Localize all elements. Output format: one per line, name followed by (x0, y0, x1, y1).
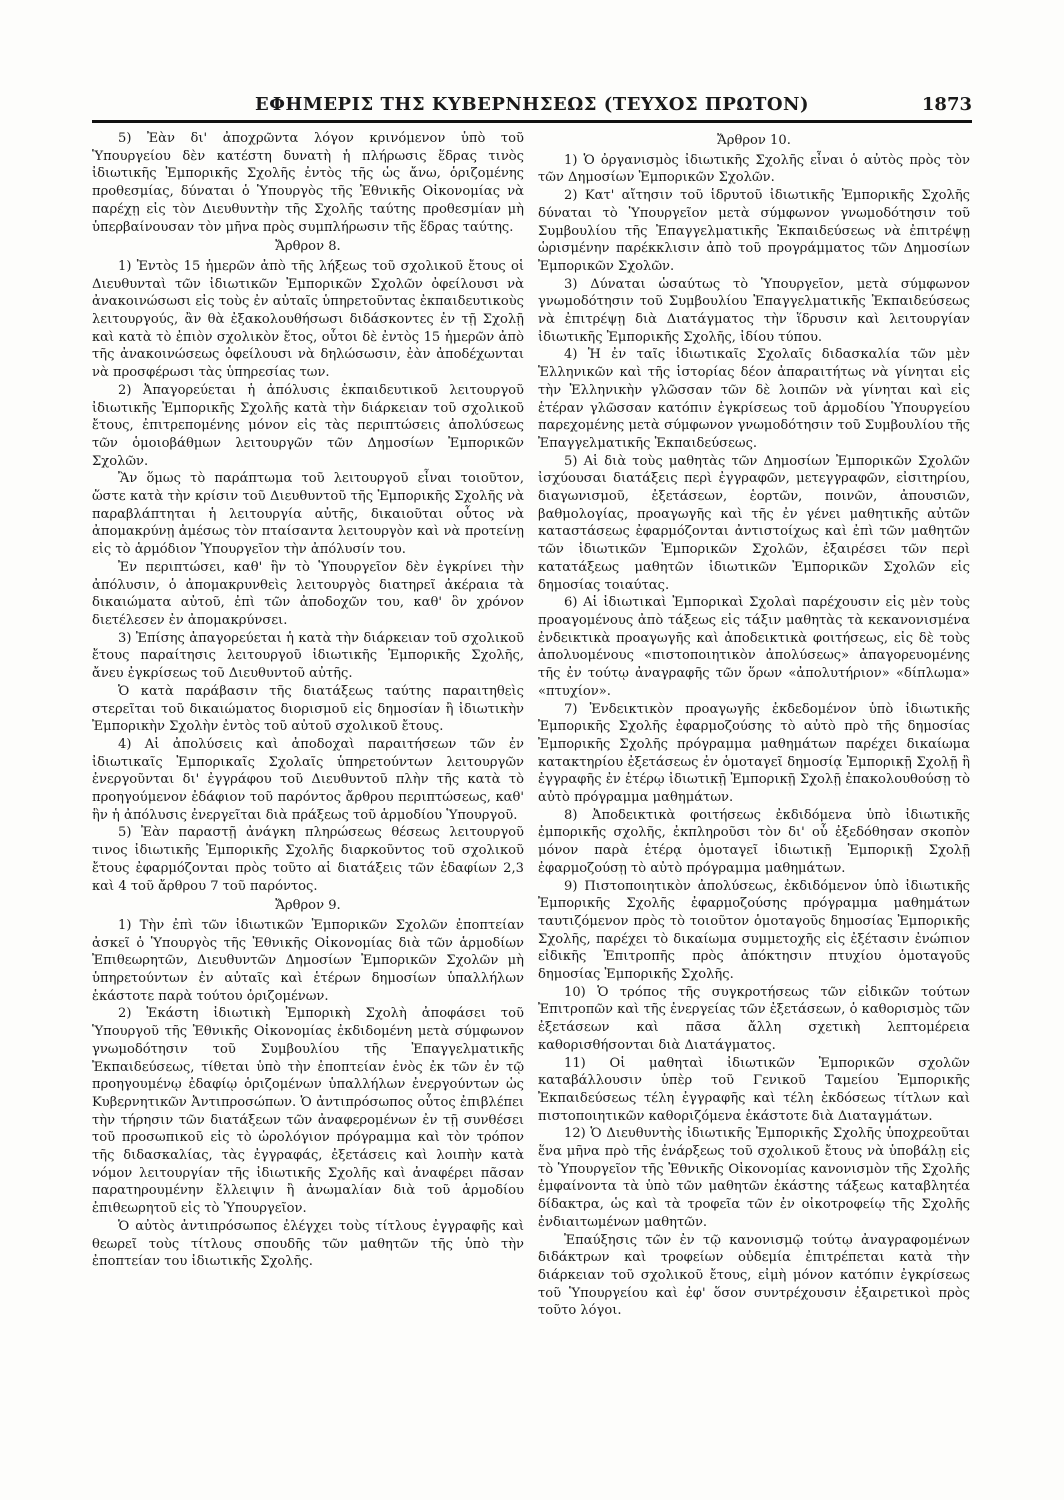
paragraph: 6) Αἱ ἰδιωτικαὶ Ἐμπορικαὶ Σχολαὶ παρέχουσιν εἰς μὲν τοὺς προαγομένους ἀπὸ τάξεως εἰς τάξιν μαθητὰς τὰ κεκανονισμένα ἐνδεικτικὰ προαγωγῆς καὶ ἀποδεικτικὰ φοιτήσεως, εἰς δὲ τοὺς ἀπολυομένους «πιστοποιητικὸν ἀπολύσεως» ἀπαγορευομένης τῆς ἐν τούτῳ ἀναγραφῆς τῶν ὅρων «ἀπολυτήριον» «δίπλωμα» «πτυχίον». (538, 595, 970, 699)
paragraph: Ἂν ὅμως τὸ παράπτωμα τοῦ λειτουργοῦ εἶναι τοιοῦτον, ὥστε κατὰ τὴν κρίσιν τοῦ Διευθυντοῦ τῆς Ἐμπορικῆς Σχολῆς νὰ παραβλάπτηται ἡ λειτουργία αὐτῆς, δικαιοῦται οὗτος νὰ ἀπομακρύνῃ ἀμέσως τὸν πταίσαντα λειτουργὸν καὶ νὰ προτείνῃ εἰς τὸ ἁρμόδιον Ὑπουργεῖον τὴν ἀπόλυσίν του. (92, 471, 524, 558)
paragraph: 2) Ἀπαγορεύεται ἡ ἀπόλυσις ἐκπαιδευτικοῦ λειτουργοῦ ἰδιωτικῆς Ἐμπορικῆς Σχολῆς κατὰ τὴν διάρκειαν τοῦ σχολικοῦ ἔτους, ἐπιτρεπομένης μόνον εἰς τὰς περιπτώσεις ἀπολύσεως τῶν ὁμοιοβάθμων λειτουργῶν τῶν Δημοσίων Ἐμπορικῶν Σχολῶν. (92, 382, 524, 469)
paragraph: 9) Πιστοποιητικὸν ἀπολύσεως, ἐκδιδόμενον ὑπὸ ἰδιωτικῆς Ἐμπορικῆς Σχολῆς ἐφαρμοζούσης πρόγραμμα μαθημάτων ταυτιζόμενον πρὸς τὸ τοιοῦτον ὁμοταγοῦς δημοσίας Ἐμπορικῆς Σχολῆς, παρέχει τὸ δικαίωμα συμμετοχῆς εἰς ἐξέτασιν ἐνώπιον εἰδικῆς Ἐπιτροπῆς πρὸς ἀπόκτησιν πτυχίου ὁμοταγοῦς δημοσίας Ἐμπορικῆς Σχολῆς. (538, 878, 970, 983)
article-heading: Ἄρθρον 8. (275, 239, 341, 255)
paragraph: 12) Ὁ Διευθυντὴς ἰδιωτικῆς Ἐμπορικῆς Σχολῆς ὑποχρεοῦται ἕνα μῆνα πρὸ τῆς ἐνάρξεως τοῦ σχολικοῦ ἔτους νὰ ὑποβάλῃ εἰς τὸ Ὑπουργεῖον τῆς Ἐθνικῆς Οἰκονομίας κανονισμὸν τῆς Σχολῆς ἐμφαίνοντα τὰ ὑπὸ τῶν μαθητῶν ἑκάστης τάξεως καταβλητέα δίδακτρα, ὡς καὶ τὰ τροφεῖα τῶν ἐν οἰκοτροφείῳ τῆς Σχολῆς ἐνδιαιτωμένων μαθητῶν. (538, 1126, 970, 1230)
article-heading: Ἄρθρον 9. (275, 898, 341, 914)
paragraph: 10) Ὁ τρόπος τῆς συγκροτήσεως τῶν εἰδικῶν τούτων Ἐπιτροπῶν καὶ τῆς ἐνεργείας τῶν ἐξετάσεων, ὁ καθορισμὸς τῶν ἐξετάσεων καὶ πᾶσα ἄλλη σχετικὴ λεπτομέρεια καθορισθήσονται διὰ Διατάγματος. (538, 984, 970, 1053)
paragraph: 5) Ἐὰν δι' ἀποχρῶντα λόγον κρινόμενον ὑπὸ τοῦ Ὑπουργείου δὲν κατέστη δυνατὴ ἡ πλήρωσις ἕδρας τινὸς ἰδιωτικῆς Ἐμπορικῆς Σχολῆς ἐντὸς τῆς ὡς ἄνω, ὁριζομένης προθεσμίας, δύναται ὁ Ὑπουργὸς τῆς Ἐθνικῆς Οἰκονομίας νὰ παρέχῃ εἰς τὸν Διευθυντὴν τῆς Σχολῆς ταύτης προθεσμίαν μὴ ὑπερβαίνουσαν τὸν μῆνα πρὸς συμπλήρωσιν τῆς ἕδρας ταύτης. (92, 131, 524, 235)
paragraph: 3) Δύναται ὡσαύτως τὸ Ὑπουργεῖον, μετὰ σύμφωνον γνωμοδότησιν τοῦ Συμβουλίου Ἐπαγγελματικῆς Ἐκπαιδεύσεως νὰ ἐπιτρέψῃ διὰ Διατάγματος τὴν ἵδρυσιν καὶ λειτουργίαν ἰδιωτικῆς Ἐμπορικῆς Σχολῆς, ἰδίου τύπου. (538, 276, 970, 345)
paragraph: 4) Ἡ ἐν ταῖς ἰδιωτικαῖς Σχολαῖς διδασκαλία τῶν μὲν Ἑλληνικῶν καὶ τῆς ἱστορίας δέον ἀπαραιτήτως νὰ γίνηται εἰς τὴν Ἑλληνικὴν γλῶσσαν τῶν δὲ λοιπῶν νὰ γίνηται καὶ εἰς ἑτέραν γλῶσσαν κατόπιν ἐγκρίσεως τοῦ ἁρμοδίου Ὑπουργείου παρεχομένης μετὰ σύμφωνον γνωμοδότησιν τοῦ Συμβουλίου τῆς Ἐπαγγελματικῆς Ἐκπαιδεύσεως. (538, 347, 970, 451)
paragraph: 8) Ἀποδεικτικὰ φοιτήσεως ἐκδιδόμενα ὑπὸ ἰδιωτικῆς ἐμπορικῆς σχολῆς, ἐκπληροῦσι τὸν δι' οὗ ἐξεδόθησαν σκοπὸν μόνον παρὰ ἑτέρᾳ ὁμοταγεῖ ἰδιωτικῇ Ἐμπορικῇ Σχολῇ ἐφαρμοζούσῃ τὸ αὐτὸ πρόγραμμα μαθημάτων. (538, 807, 970, 876)
paragraph: 1) Ὁ ὀργανισμὸς ἰδιωτικῆς Σχολῆς εἶναι ὁ αὐτὸς πρὸς τὸν τῶν Δημοσίων Ἐμπορικῶν Σχολῶν. (538, 152, 970, 186)
gazette-title: ΕΦΗΜΕΡΙΣ ΤΗΣ ΚΥΒΕΡΝΗΣΕΩΣ (ΤΕΥΧΟΣ ΠΡΩΤΟΝ) (255, 94, 809, 115)
paragraph: 1) Ἐντὸς 15 ἡμερῶν ἀπὸ τῆς λήξεως τοῦ σχολικοῦ ἔτους οἱ Διευθυνταὶ τῶν ἰδιωτικῶν Ἐμπορικῶν Σχολῶν ὀφείλουσι νὰ ἀνακοινώσωσι εἰς τοὺς ἐν αὐταῖς ὑπηρετοῦντας ἐκπαιδευτικοὺς λειτουργούς, ἂν θὰ ἐξακολουθήσωσι διδάσκοντες ἐν τῇ Σχολῇ καὶ κατὰ τὸ ἐπιὸν σχολικὸν ἔτος, οὗτοι δὲ ἐντὸς 15 ἡμερῶν ἀπὸ τῆς ἀνακοινώσεως ὀφείλουσι νὰ δηλώσωσιν, ἐὰν ἀποδέχωνται νὰ προσφέρωσι τὰς ὑπηρεσίας των. (92, 258, 524, 381)
paragraph: 7) Ἐνδεικτικὸν προαγωγῆς ἐκδεδομένον ὑπὸ ἰδιωτικῆς Ἐμπορικῆς Σχολῆς ἐφαρμοζούσης τὸ αὐτὸ πρὸ τῆς δημοσίας Ἐμπορικῆς Σχολῆς πρόγραμμα μαθημάτων παρέχει δικαίωμα κατακτηρίου ἐξετάσεως ἐν ὁμοταγεῖ δημοσίᾳ Ἐμπορικῇ Σχολῇ ἢ ἐγγραφῆς ἐν ἑτέρῳ ἰδιωτικῇ Ἐμπορικῇ Σχολῇ ἐπακολουθούσῃ τὸ αὐτὸ πρόγραμμα μαθημάτων. (538, 701, 970, 806)
article-heading: Ἄρθρον 10. (717, 133, 791, 148)
paragraph: 11) Οἱ μαθηταὶ ἰδιωτικῶν Ἐμπορικῶν σχολῶν καταβάλλουσιν ὑπὲρ τοῦ Γενικοῦ Ταμείου Ἐμπορικῆς Ἐκπαιδεύσεως τέλη ἐγγραφῆς καὶ τέλη ἐκδόσεως τίτλων καὶ πιστοποιητικῶν καθοριζόμενα ἑκάστοτε διὰ Διαταγμάτων. (538, 1055, 970, 1124)
paragraph: 3) Ἐπίσης ἀπαγορεύεται ἡ κατὰ τὴν διάρκειαν τοῦ σχολικοῦ ἔτους παραίτησις λειτουργοῦ ἰδιωτικῆς Ἐμπορικῆς Σχολῆς, ἄνευ ἐγκρίσεως τοῦ Διευθυντοῦ αὐτῆς. (92, 630, 524, 682)
page-number: 1873 (921, 94, 972, 115)
paragraph: Ὁ αὐτὸς ἀντιπρόσωπος ἐλέγχει τοὺς τίτλους ἐγγραφῆς καὶ θεωρεῖ τοὺς τίτλους σπουδῆς τῶν μαθητῶν τῆς ὑπὸ τὴν ἐποπτείαν του ἰδιωτικῆς Σχολῆς. (92, 1218, 524, 1270)
paragraph: 5) Αἱ διὰ τοὺς μαθητὰς τῶν Δημοσίων Ἐμπορικῶν Σχολῶν ἰσχύουσαι διατάξεις περὶ ἐγγραφῶν, μετεγγραφῶν, εἰσιτηρίου, διαγωνισμοῦ, ἐξετάσεων, ἑορτῶν, ποινῶν, ἀπουσιῶν, βαθμολογίας, προαγωγῆς καὶ τῆς ἐν γένει μαθητικῆς αὐτῶν καταστάσεως ἐφαρμόζονται ἀντιστοίχως καὶ ἐπὶ τῶν μαθητῶν τῶν ἰδιωτικῶν Ἐμπορικῶν Σχολῶν, ἐξαιρέσει τῶν περὶ κατατάξεως μαθητῶν ἰδιωτικῶν Ἐμπορικῶν Σχολῶν εἰς δημοσίας τοιαύτας. (538, 453, 970, 593)
left-column (92, 130, 524, 1271)
paragraph: Ἐπαύξησις τῶν ἐν τῷ κανονισμῷ τούτῳ ἀναγραφομένων διδάκτρων καὶ τροφείων οὐδεμία ἐπιτρέπεται κατὰ τὴν διάρκειαν τοῦ σχολικοῦ ἔτους, εἰμὴ μόνον κατόπιν ἐγκρίσεως τοῦ Ὑπουργείου καὶ ἐφ' ὅσον συντρέχουσιν ἐξαιρετικοὶ πρὸς τοῦτο λόγοι. (538, 1232, 970, 1319)
paragraph: 4) Αἱ ἀπολύσεις καὶ ἀποδοχαὶ παραιτήσεων τῶν ἐν ἰδιωτικαῖς Ἐμπορικαῖς Σχολαῖς ὑπηρετούντων λειτουργῶν ἐνεργοῦνται δι' ἐγγράφου τοῦ Διευθυντοῦ πλὴν τῆς κατὰ τὸ προηγούμενον ἐδάφιον τοῦ παρόντος ἄρθρου περιπτώσεως, καθ' ἣν ἡ ἀπόλυσις ἐνεργεῖται διὰ πράξεως τοῦ ἁρμοδίου Ὑπουργοῦ. (92, 736, 524, 823)
paragraph: 2) Κατ' αἴτησιν τοῦ ἱδρυτοῦ ἰδιωτικῆς Ἐμπορικῆς Σχολῆς δύναται τὸ Ὑπουργεῖον μετὰ σύμφωνον γνωμοδότησιν τοῦ Συμβουλίου τῆς Ἐπαγγελματικῆς Ἐκπαιδεύσεως νὰ ἐπιτρέψῃ ὡρισμένην παρέκκλισιν ἀπὸ τοῦ προγράμματος τῶν Δημοσίων Ἐμπορικῶν Σχολῶν. (538, 188, 970, 274)
page-header (92, 92, 972, 123)
paragraph: 1) Τὴν ἐπὶ τῶν ἰδιωτικῶν Ἐμπορικῶν Σχολῶν ἐποπτείαν ἀσκεῖ ὁ Ὑπουργὸς τῆς Ἐθνικῆς Οἰκονομίας διὰ τῶν ἁρμοδίων Ἐπιθεωρητῶν, Διευθυντῶν Δημοσίων Ἐμπορικῶν Σχολῶν μὴ ὑπηρετούντων ἐν αὐταῖς καὶ ἑτέρων δημοσίων ὑπαλλήλων ἑκάστοτε παρὰ τούτου ὁριζομένων. (92, 917, 524, 1004)
paragraph: 2) Ἑκάστη ἰδιωτικὴ Ἐμπορικὴ Σχολὴ ἀποφάσει τοῦ Ὑπουργοῦ τῆς Ἐθνικῆς Οἰκονομίας ἐκδιδομένη μετὰ σύμφωνον γνωμοδότησιν τοῦ Συμβουλίου τῆς Ἐπαγγελματικῆς Ἐκπαιδεύσεως, τίθεται ὑπὸ τὴν ἐποπτείαν ἑνὸς ἐκ τῶν ἐν τῷ προηγουμένῳ ἐδαφίῳ ὁριζομένων ὑπαλλήλων ἐνεργούντων ὡς Κυβερνητικῶν Ἀντιπροσώπων. Ὁ ἀντιπρόσωπος οὗτος ἐπιβλέπει τὴν τήρησιν τῶν διατάξεων τῶν ἀναφερομένων ἐν τῇ συνθέσει τοῦ προσωπικοῦ εἰς τὸ ὡρολόγιον πρόγραμμα καὶ τὸν τρόπον τῆς διδασκαλίας, τὰς ἐγγραφάς, ἐξετάσεις καὶ λοιπὴν κατὰ νόμον λειτουργίαν τῆς ἰδιωτικῆς Σχολῆς καὶ ἀναφέρει πᾶσαν παρατηρουμένην ἔλλειψιν ἢ ἀνωμαλίαν διὰ τοῦ ἁρμοδίου ἐπιθεωρητοῦ εἰς τὸ Ὑπουργεῖον. (92, 1006, 524, 1217)
right-column (538, 130, 970, 1320)
paragraph: 5) Ἐὰν παραστῇ ἀνάγκη πληρώσεως θέσεως λειτουργοῦ τινος ἰδιωτικῆς Ἐμπορικῆς Σχολῆς διαρκοῦντος τοῦ σχολικοῦ ἔτους ἐφαρμόζονται πρὸς τοῦτο αἱ διατάξεις τῶν ἐδαφίων 2,3 καὶ 4 τοῦ ἄρθρου 7 τοῦ παρόντος. (92, 825, 524, 894)
paragraph: Ὁ κατὰ παράβασιν τῆς διατάξεως ταύτης παραιτηθεὶς στερεῖται τοῦ δικαιώματος διορισμοῦ εἰς δημοσίαν ἢ ἰδιωτικὴν Ἐμπορικὴν Σχολὴν ἐντὸς τοῦ αὐτοῦ σχολικοῦ ἔτους. (92, 683, 524, 735)
paragraph: Ἐν περιπτώσει, καθ' ἣν τὸ Ὑπουργεῖον δὲν ἐγκρίνει τὴν ἀπόλυσιν, ὁ ἀπομακρυνθεὶς λειτουργὸς διατηρεῖ ἀκέραια τὰ δικαιώματα αὐτοῦ, ἐπὶ τῶν ἀποδοχῶν του, καθ' ὃν χρόνον διετέλεσεν ἐν ἀπομακρύνσει. (92, 559, 524, 628)
